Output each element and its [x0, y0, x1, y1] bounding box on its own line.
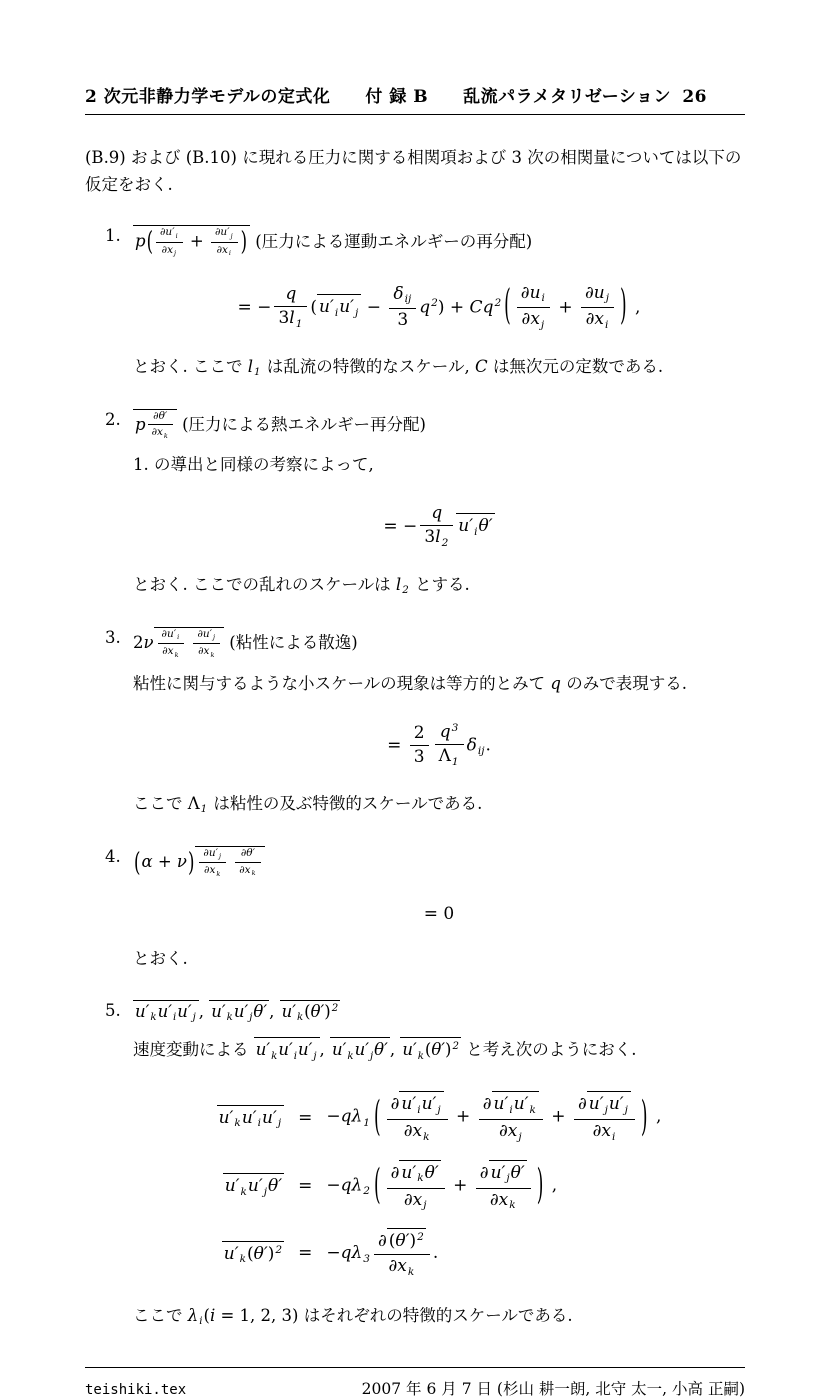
equation-1-rhs: $-q\lambda_1$ ( $\frac{\partial u'_iu'_j}{\partial x_k}$ + $\frac{\partial u'_iu'_k}{\partial x_j}$ + $\frac{\partial u'_ju'_j}{\partial x_i}$ ) , — [326, 1083, 661, 1151]
equation-2-rhs: $-q\lambda_2$ ( $\frac{\partial u'_k\theta'}{\partial x_j}$ + $\frac{\partial u'_j\theta'}{\partial x_k}$ ) , — [326, 1152, 661, 1220]
item-3-note: ここで $\Lambda_1$ は粘性の及ぶ特徴的スケールである. — [133, 793, 483, 816]
header-title: 2 次元非静力学モデルの定式化 付 録 B 乱流パラメタリゼーション — [85, 87, 672, 107]
equation-row-2 — [217, 1152, 662, 1220]
item-2-head-math: p $\frac{\partial\theta'}{\partial x_k}$ (圧力による熱エネルギー再分配) — [135, 409, 426, 440]
equation-3-rhs: $-q\lambda_3$ $\frac{\partial (\theta')^2}{\partial x_k}$ . — [326, 1220, 661, 1287]
equation-row-3 — [217, 1220, 662, 1287]
equals-sign: = — [298, 1175, 313, 1196]
item-5-head — [105, 1000, 745, 1025]
item-2-note: とおく. ここでの乱れのスケールは $l_2$ とする. — [133, 574, 470, 597]
header-rule — [85, 114, 745, 115]
item-1-number: 1. — [105, 226, 121, 246]
footer-filename: teishiki.tex — [85, 1381, 187, 1398]
list-item-2 — [85, 409, 745, 600]
item-1-head-math: p( $\frac{\partial u'_i}{\partial x_j}$ + $\frac{\partial u'_j}{\partial x_i}$ ) (圧力による運動エネルギーの再分配) — [135, 226, 533, 258]
equation-pressure-kinetic: = − $\frac{q}{3l_1}$ ( $u'_iu'_j$ − $\delta_{ij}$ 3 $q^2) + Cq^2$ ( $\frac{\partial u_i}{\partial x_j}$ + $\frac{\partial u_j}{\partial x_i}$ ) , — [237, 282, 641, 332]
item-4-note: とおく. — [133, 949, 188, 969]
item-3-number: 3. — [105, 627, 121, 647]
item-3-head — [105, 627, 745, 659]
equation-array-triple-correlations — [217, 1083, 662, 1286]
list-item-5 — [85, 1000, 745, 1331]
item-4-head — [105, 846, 745, 878]
item-4-head-math: (α + ν) $\frac{\partial u'_j}{\partial x_k}$ $\frac{\partial\theta'}{\partial x_k}$ — [133, 852, 265, 871]
equation-2-lhs: $u'_ku'_j\theta'$ — [217, 1152, 284, 1220]
item-5-head-math: $u'_ku'_iu'_j$ , $u'_ku'_j\theta'$ , $u'_k(\theta')^2$ — [135, 1001, 339, 1024]
list-item-4 — [85, 846, 745, 973]
item-2-number: 2. — [105, 409, 121, 429]
equation-row-1 — [217, 1083, 662, 1151]
item-4-number: 4. — [105, 846, 121, 866]
item-3-head-math: 2ν $\frac{\partial u'_i}{\partial x_k}$ $\frac{\partial u'_j}{\partial x_k}$ (粘性による散逸) — [133, 627, 358, 659]
intro-paragraph: (B.9) および (B.10) に現れる圧力に関する相関項および 3 次の相関量については以下の仮定をおく. — [85, 148, 742, 194]
page-number: 26 — [682, 87, 707, 107]
equation-pressure-heat: = − $\frac{q}{3l_2}$ $u'_i\theta'$ — [383, 503, 493, 549]
item-5-number: 5. — [105, 1000, 121, 1020]
equals-sign: = — [298, 1243, 313, 1264]
equals-sign: = — [298, 1107, 313, 1128]
equation-1-lhs: $u'_ku'_iu'_j$ — [217, 1083, 284, 1151]
footer-date-authors: 2007 年 6 月 7 日 (杉山 耕一朗, 北守 太一, 小高 正嗣) — [361, 1379, 745, 1398]
equation-3-lhs: $u'_k(\theta')^2$ — [217, 1220, 284, 1287]
item-2-text: 1. の導出と同様の考察によって, — [133, 454, 374, 474]
equation-dissipation: = $\frac{2}{3}$ $\frac{q^3}{\Lambda_1}$ $\delta_{ij}$. — [387, 722, 491, 768]
page-footer — [85, 1367, 745, 1399]
page-header — [85, 82, 745, 115]
item-1-head — [105, 225, 745, 258]
list-item-1 — [85, 225, 745, 381]
item-5-text: 速度変動による $u'_ku'_iu'_j$ , $u'_ku'_j\theta'$ , $u'_k(\theta')^2$ と考え次のようにおく. — [133, 1037, 745, 1063]
equation-zero: = 0 — [423, 903, 455, 924]
list-item-3 — [85, 627, 745, 819]
item-5-note: ここで $\lambda_i(i = 1$, 2, 3) はそれぞれの特徴的スケールである. — [133, 1305, 573, 1328]
item-3-text: 粘性に関与するような小スケールの現象は等方的とみて q のみで表現する. — [133, 673, 687, 693]
item-1-note: とおく. ここで $l_1$ は乱流の特徴的なスケール, C は無次元の定数である. — [133, 356, 664, 379]
footer-rule — [85, 1367, 745, 1368]
item-2-head — [105, 409, 745, 440]
